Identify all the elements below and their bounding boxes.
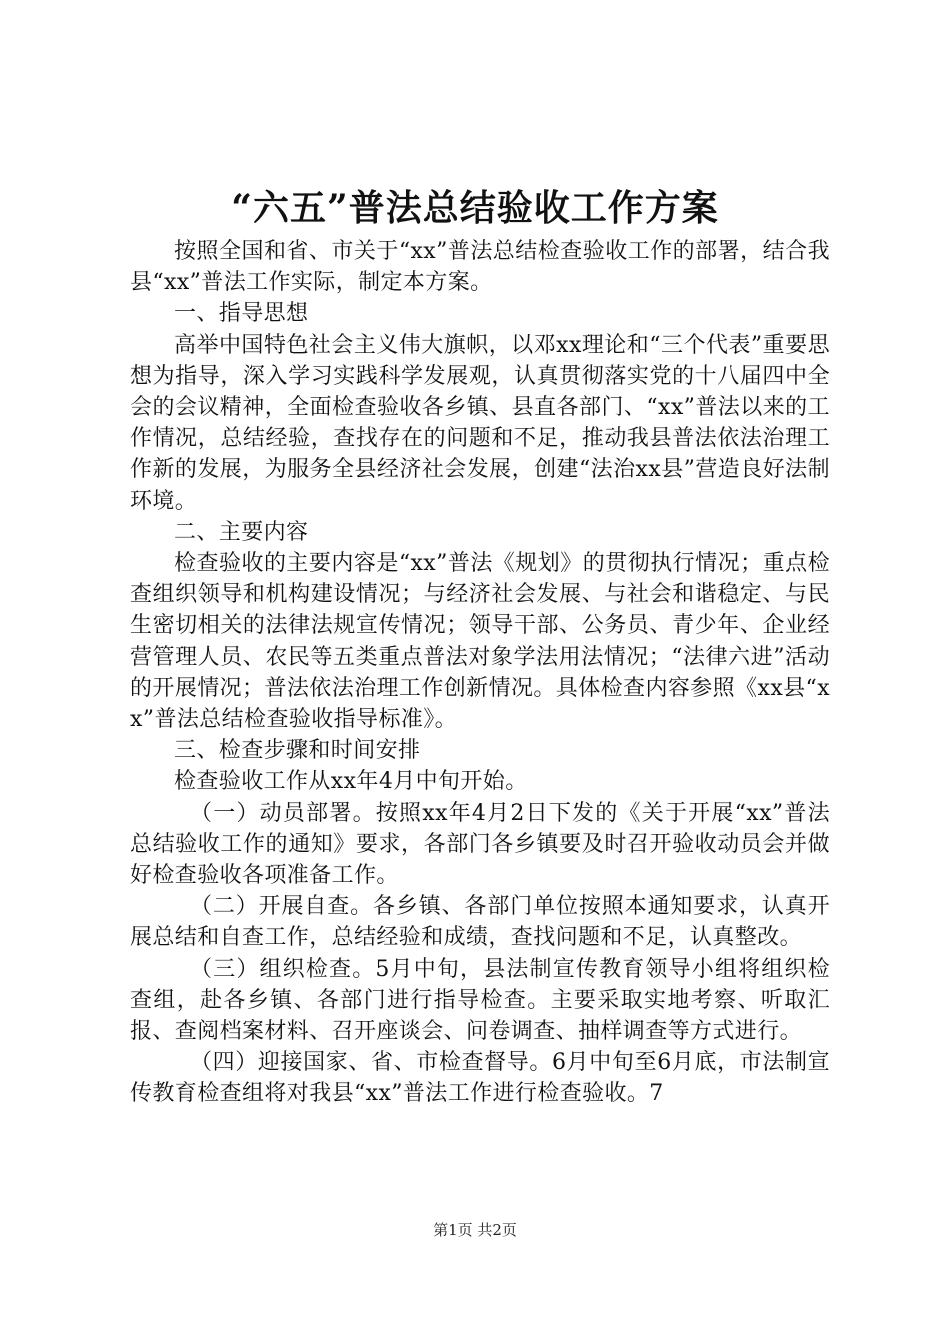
- section-heading-steps-schedule: 三、检查步骤和时间安排: [174, 738, 421, 764]
- section-heading-guiding-thought: 一、指导思想: [174, 301, 309, 327]
- page-number-footer: 第1页 共2页: [433, 1221, 517, 1239]
- schedule-start-paragraph: 检查验收工作从xx年4月中旬开始。: [174, 769, 528, 795]
- main-content-paragraph: 检查验收的主要内容是“xx”普法《规划》的贯彻执行情况；重点检查组织领导和机构建设情况；与经济社会发展、与社会和谐稳定、与民生密切相关的法律法规宣传情况；领导干部、公务员、青少年、企业经营管理人员、农民等五类重点普法对象学法用法情况；“法律六进”活动的开展情况；普法依法治理工作创新情况。具体检查内容参照《xx县“xx”普法总结检查验收指导标准》。: [130, 551, 830, 733]
- step-4-paragraph: （四）迎接国家、省、市检查督导。6月中旬至6月底，市法制宣传教育检查组将对我县“xx”普法工作进行检查验收。7: [130, 1050, 830, 1107]
- document-body: [130, 236, 830, 1110]
- section-heading-main-content: 二、主要内容: [174, 519, 309, 545]
- guiding-thought-paragraph: 高举中国特色社会主义伟大旗帜，以邓xx理论和“三个代表”重要思想为指导，深入学习实践科学发展观，认真贯彻落实党的十八届四中全会的会议精神，全面检查验收各乡镇、县直各部门、“xx”普法以来的工作情况，总结经验，查找存在的问题和不足，推动我县普法依法治理工作新的发展，为服务全县经济社会发展，创建“法治xx县”营造良好法制环境。: [130, 332, 830, 514]
- intro-paragraph: 按照全国和省、市关于“xx”普法总结检查验收工作的部署，结合我县“xx”普法工作实际，制定本方案。: [130, 239, 830, 296]
- document-title: “六五”普法总结验收工作方案: [231, 187, 719, 229]
- step-1-paragraph: （一）动员部署。按照xx年4月2日下发的《关于开展“xx”普法总结验收工作的通知》要求，各部门各乡镇要及时召开验收动员会并做好检查验收各项准备工作。: [130, 800, 830, 889]
- step-3-paragraph: （三）组织检查。5月中旬，县法制宣传教育领导小组将组织检查组，赴各乡镇、各部门进行指导检查。主要采取实地考察、听取汇报、查阅档案材料、召开座谈会、问卷调查、抽样调查等方式进行。: [130, 956, 830, 1045]
- step-2-paragraph: （二）开展自查。各乡镇、各部门单位按照本通知要求，认真开展总结和自查工作，总结经验和成绩，查找问题和不足，认真整改。: [130, 894, 830, 951]
